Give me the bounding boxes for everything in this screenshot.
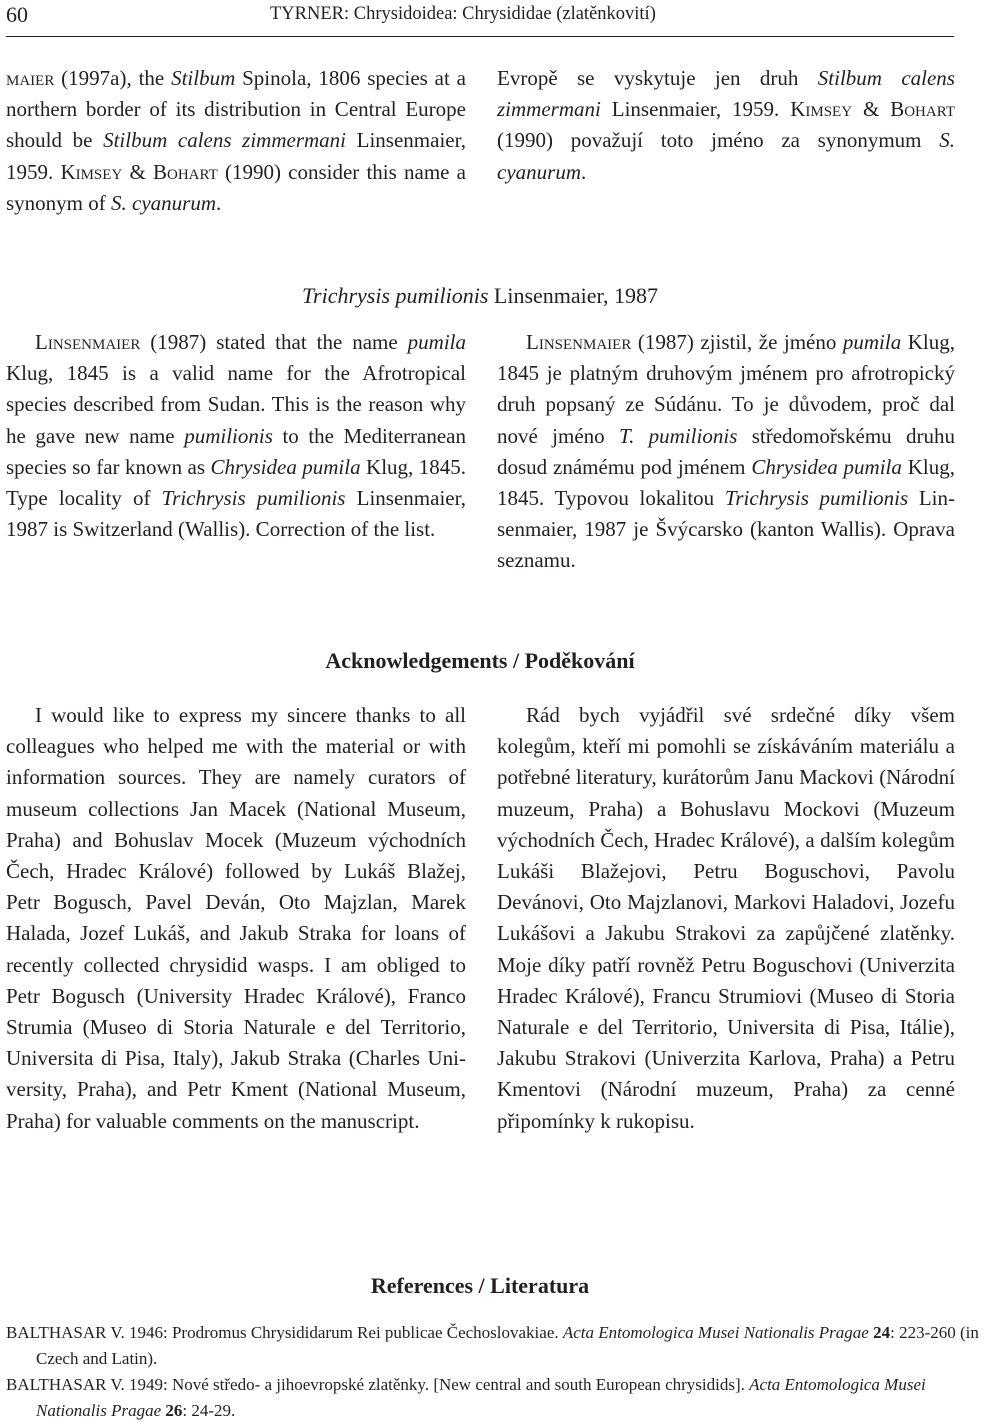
species-heading — [0, 283, 960, 309]
species-name: Trichrysis pumilionis — [302, 283, 489, 308]
references-heading: References / Literatura — [370, 1273, 590, 1298]
page-number: 60 — [6, 2, 28, 27]
intro-english: maier (1997a), the Stilbum Spinola, 1806 species at a northern border of its distribution in Central Europe should be Stilbum calens zimmermani Linsenmaier, 1959. Kimsey & Bohart (1990) consider this name a synonym of S. cyanurum. — [6, 66, 466, 215]
intro-czech: Evropě se vyskytuje jen druh Stilbum calens zimmermani Linsenmaier, 1959. Kimsey & Bohart (1990) považují toto jméno za synonymum S. cyanurum. — [497, 66, 955, 184]
reference-item: BALTHASAR V. 1946: Prodromus Chrysididarum Rei publicae Čechoslovakiae. Acta Entomologica Musei Nationalis Pragae 24: 223-260 (in Czech and Latin). — [6, 1323, 979, 1368]
acknowledgements-czech: Rád bych vyjádřil své srdečné díky všem kolegům, kteří mi pomohli se získáváním materiálu a potřebné literatury, kurátorům Janu Mackovi (Národní muzeum, Praha) a Bohuslavu Mockovi (Muzeum východních Čech, Hradec Králové), a dalším kolegům Lukáši Blažejovi, Petru Boguschovi, Pavolu Devánovi, Oto Majzlanovi, Markovi Haladovi, Jozefu Lukášovi a Jakubu Strakovi za zapůjčené zlatěnky. Moje díky patří rovněž Petru Boguschovi (Univerzita Hradec Králové), Francu Strumiovi (Museo di Storia Naturale e del Territorio, Universita di Pisa, Itálie), Jakubu Strakovi (Univerzita Karlova, Praha) a Petru Kmentovi (Národní muzeum, Praha) za cenné připomínky k rukopisu. — [497, 703, 955, 1133]
running-head: TYRNER: Chrysidoidea: Chrysididae (zlatěnkovití) — [270, 4, 656, 24]
page-header — [6, 0, 954, 38]
acknowledgements-english: I would like to express my sincere thanks to all colleagues who helped me with the material or with information sources. They are namely curators of museum collections Jan Macek (National Museum, Praha) and Bohuslav Mocek (Muzeum východních Čech, Hradec Králové) followed by Lukáš Blažej, Petr Bogusch, Pavel Deván, Oto Majzlan, Marek Halada, Jozef Lukáš, and Jakub Straka for loans of recently collected chrysidid wasps. I am obliged to Petr Bogusch (University Hradec Králové), Franco Strumia (Museo di Storia Naturale e del Territorio, Universita di Pisa, Italy), Jakub Straka (Charles University, Praha), and Petr Kment (National Museum, Praha) for valuable comments on the manuscript. — [6, 703, 466, 1133]
acknowledgements-heading: Acknowledgements / Poděkování — [325, 648, 635, 673]
species-author: Linsenmaier, 1987 — [488, 283, 658, 308]
header-rule — [6, 36, 954, 37]
species-english: Linsenmaier (1987) stated that the name pumila Klug, 1845 is a valid name for the Afrotropical species described from Sudan. This is the reason why he gave new name pumilionis to the Mediterranean species so far known as Chrysidea pumila Klug, 1845. Type locality of Trichrysis pumilionis Linsenmaier, 1987 is Switzerland (Wallis). Correction of the list. — [6, 330, 467, 542]
species-czech: Linsenmaier (1987) zjistil, že jméno pumila Klug, 1845 je platným druhovým jménem pro afrotropický druh popsaný ze Súdánu. To je důvodem, proč dal nové jméno T. pumilionis středomořskému druhu dosud známému pod jménem Chrysidea pumila Klug, 1845. Typovou lokalitou Trichrysis pumilionis Linsenmaier, 1987 je Švýcarsko (kanton Wallis). Oprava seznamu. — [497, 330, 956, 573]
reference-item: BALTHASAR V. 1949: Nové středo- a jihoevropské zlatěnky. [New central and south European chrysidids]. Acta Entomologica Musei Nationalis Pragae 26: 24-29. — [6, 1375, 926, 1420]
